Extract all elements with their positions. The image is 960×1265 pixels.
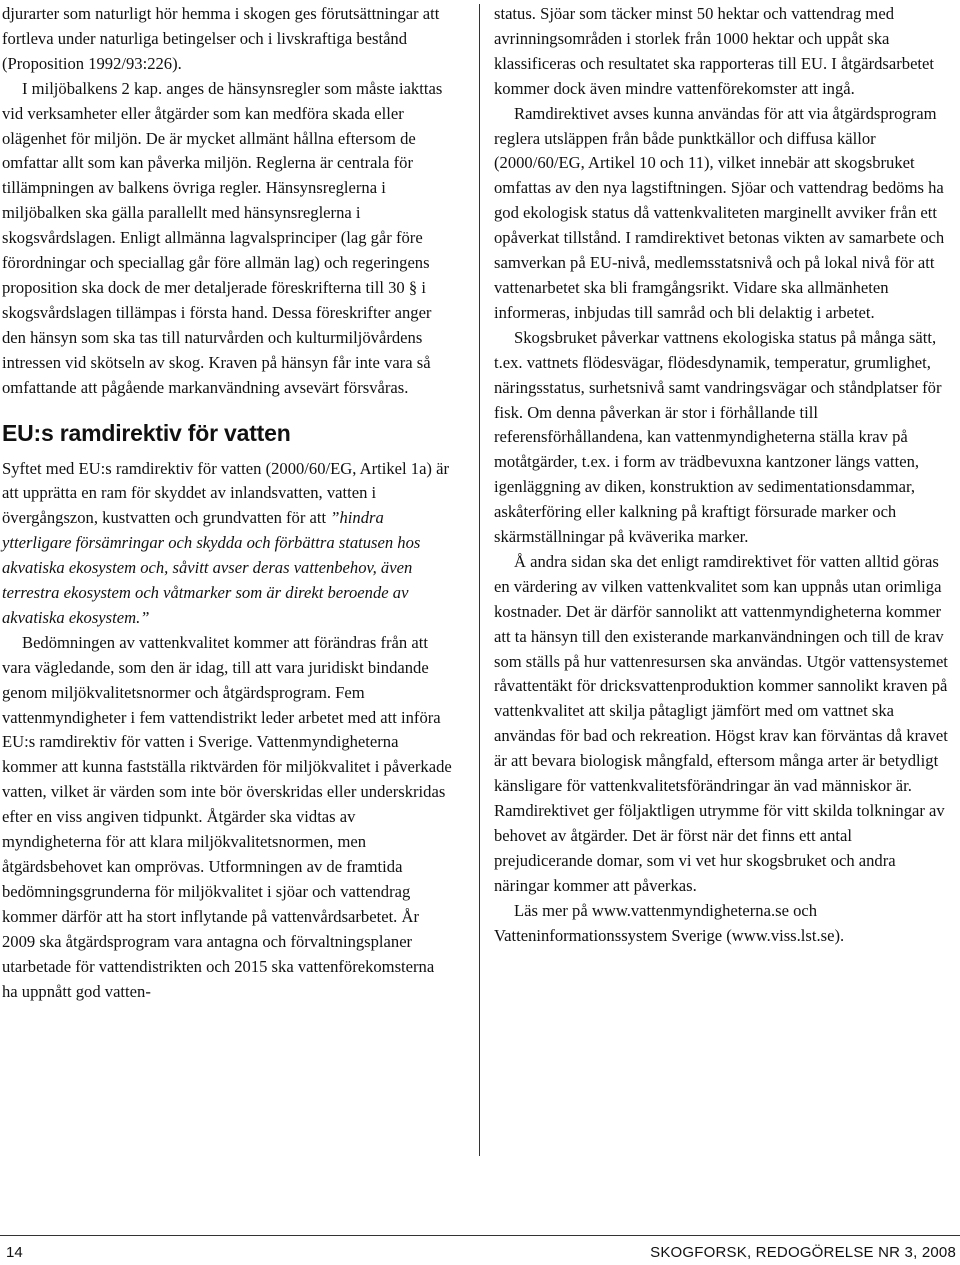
column-divider	[479, 4, 480, 1156]
quote-text: ”hindra ytterligare försämringar och skydda och förbättra statusen hos akvatiska ekosystem och, såvitt avser deras vattenbehov, även terrestra ekosystem och våtmarker som är direkt beroende av akvatiska ekosystem.”	[2, 508, 421, 627]
publication-title: SKOGFORSK, REDOGÖRELSE NR 3, 2008	[650, 1244, 956, 1261]
paragraph: I miljöbalkens 2 kap. anges de hänsynsregler som måste iakttas vid verksamheter eller åtgärder som kan medföra skada eller olägenhet för miljön. De är mycket allmänt hållna eftersom de omfattar allt som kan påverka miljön. Reglerna är centrala för tillämpningen av balkens övriga regler. Hänsynsreglerna i miljöbalken ska gälla parallellt med hänsynsreglerna i skogsvårdslagen. Enligt allmänna lagvalsprinciper (lag går före förordningar och speciallag går före allmän lag) och regeringens proposition ska dock de mer detaljerade föreskrifterna till 30 § i skogsvårdslagen tillämpas i första hand. Dessa föreskrifter anger den hänsyn som ska tas till naturvården och kulturmiljövårdens intressen vid skötseln av skog. Kraven på hänsyn får inte vara så omfattande att pågående markanvändning avsevärt försvåras.	[2, 78, 443, 397]
paragraph: Bedömningen av vattenkvalitet kommer att förändras från att vara vägledande, som den är idag, till att vara juridiskt bindande genom miljökvalitetsnormer och åtgärdsprogram. Fem vattenmyndigheter i fem vattendistrikt leder arbetet med att införa EU:s ramdirektiv för vatten i Sverige. Vattenmyndigheterna kommer att kunna fastställa riktvärden för miljökvalitet i påverkade vatten, vilket är värden som inte bör överskridas eller underskridas efter en viss angiven tidpunkt. Åtgärder ska vidtas av myndigheterna för att klara miljökvalitetsnormen, men åtgärdsbehovet kan omprövas. Utformningen av de framtida bedömningsgrunderna för miljökvalitet i sjöar och vattendrag kommer därför att ha stort inflytande på vattenvårdsarbetet. År 2009 ska åtgärdsprogram vara antagna och förvaltningsplaner utarbetade för vattendistrikten och 2015 ska vattenförekomsterna ha uppnått god vatten-	[2, 632, 452, 1001]
paragraph	[2, 457, 454, 631]
footer-rule	[0, 1235, 960, 1236]
section-heading: EU:s ramdirektiv för vatten	[2, 419, 291, 446]
right-column	[494, 2, 950, 948]
left-column	[2, 2, 454, 1004]
page-number: 14	[6, 1244, 23, 1261]
paragraph: status. Sjöar som täcker minst 50 hektar och vattendrag med avrinningsområden i storlek från 1000 hektar och uppåt ska klassificeras och resultatet ska rapporteras till EU. I åtgärdsarbetet kommer dock även mindre vattenförekomster att ingå.	[494, 4, 935, 98]
paragraph: Läs mer på www.vattenmyndigheterna.se och Vatteninformationssystem Sverige (www.viss.lst.se).	[494, 900, 845, 945]
paragraph-text: Syftet med EU:s ramdirektiv för vatten (2000/60/EG, Artikel 1a) är att upprätta en ram för skyddet av inlandsvatten, vatten i övergångszon, kustvatten och grundvatten för att	[2, 458, 449, 528]
paragraph: Skogsbruket påverkar vattnens ekologiska status på många sätt, t.ex. vattnets flödesvägar, flödesdynamik, temperatur, grumlighet, näringsstatus, surhetsnivå samt vandringsvägar och ståndplatser för fisk. Om denna påverkan är stor i förhållande till referensförhållandena, kan vattenmyndigheterna ställa krav på motåtgärder, t.ex. i form av trädbevuxna kantzoner längs vatten, igenläggning av diken, konstruktion av sedimentationsdammar, askåterföring eller kalkning på kraftigt försurade marker och skärmställningar på kväverika marker.	[494, 327, 942, 547]
paragraph: djurarter som naturligt hör hemma i skogen ges förutsättningar att fortleva under naturliga betingelser och i livskraftiga bestånd (Proposition 1992/93:226).	[2, 4, 440, 73]
paragraph: Ramdirektivet avses kunna användas för att via åtgärdsprogram reglera utsläppen från både punktkällor och diffusa källor (2000/60/EG, Artikel 10 och 11), vilket innebär att skogsbruket omfattas av den nya lagstiftningen. Sjöar och vattendrag bedöms ha god ekologisk status då vattenkvaliteten marginellt avviker från ett opåverkat tillstånd. I ramdirektivet betonas vikten av samarbete och samverkan på EU-nivå, medlemsstatsnivå och på lokal nivå för att vattenarbetet ska bli framgångsrikt. Vidare ska allmänheten informeras, inbjudas till samråd och bli delaktig i arbetet.	[494, 103, 945, 322]
paragraph: Å andra sidan ska det enligt ramdirektivet för vatten alltid göras en värdering av vilken vattenkvalitet som kan uppnås utan orimliga kostnader. Det är därför sannolikt att vattenmyndigheterna kommer att ta hänsyn till den existerande markanvändningen och till de krav som ställs på hur vattenresursen ska användas. Utgör vattensystemet råvattentäkt för dricksvattenproduktion kommer sannolikt kraven på vattenkvalitet att skilja påtagligt jämfört med om vattnet ska användas för bad och rekreation. Högst krav kan förväntas då kravet är att bevara biologisk mångfald, eftersom många arter är betydligt känsligare för vattenkvalitetsförändringar än vad människor är. Ramdirektivet ger följaktligen utrymme för vitt skilda tolkningar av behovet av åtgärder. Det är först när det finns ett antal prejudicerande domar, som vi vet hur skogsbruket och andra näringar kommer att påverkas.	[494, 551, 948, 895]
